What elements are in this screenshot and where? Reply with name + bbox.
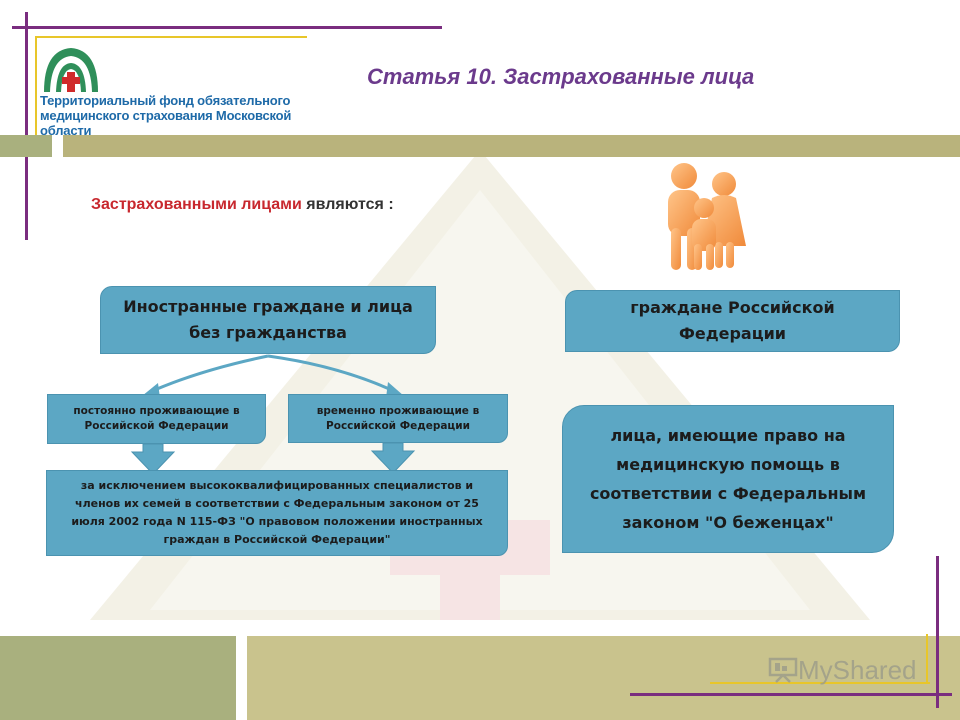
footer-band-left <box>0 636 236 720</box>
brand-text: MyShared <box>798 655 917 685</box>
frame-line-right-purple <box>936 556 939 708</box>
org-name-line1: Территориальный фонд обязательного <box>40 93 291 108</box>
frame-line-right-yellow <box>926 634 928 684</box>
russian-citizens-box: граждане Российской Федерации <box>565 290 900 352</box>
org-name <box>40 93 330 138</box>
foreign-citizens-box: Иностранные граждане и лица без гражданства <box>100 286 436 354</box>
presentation-icon <box>768 655 798 683</box>
frame-line-bottom-purple <box>630 693 952 696</box>
frame-line-top-yellow <box>35 36 307 38</box>
family-icon <box>654 160 754 272</box>
exception-box: за исключением высококвалифицированных специалистов и членов их семей в соответствии с Федеральным законом от 25 июля 2002 года N 115-ФЗ "О правовом положении иностранных граждан в Российской Федерации" <box>46 470 508 556</box>
tfoms-logo-icon <box>40 44 102 94</box>
intro-rest: являются : <box>301 196 394 213</box>
frame-line-top-purple <box>12 26 442 29</box>
brand-watermark <box>768 655 917 686</box>
frame-line-left-purple <box>25 12 28 240</box>
page-title: Статья 10. Застрахованные лица <box>367 64 755 89</box>
refugees-box: лица, имеющие право на медицинскую помощь в соответствии с Федеральным законом "О беженцах" <box>562 405 894 553</box>
header-band <box>63 135 960 157</box>
org-name-line2: медицинского страхования Московской области <box>40 108 292 138</box>
permanent-residents-box: постоянно проживающие в Российской Федерации <box>47 394 266 444</box>
temporary-residents-box: временно проживающие в Российской Федерации <box>288 394 508 443</box>
intro-highlight: Застрахованными лицами <box>91 196 302 213</box>
intro-text <box>91 196 394 214</box>
header-band-left <box>0 135 52 157</box>
